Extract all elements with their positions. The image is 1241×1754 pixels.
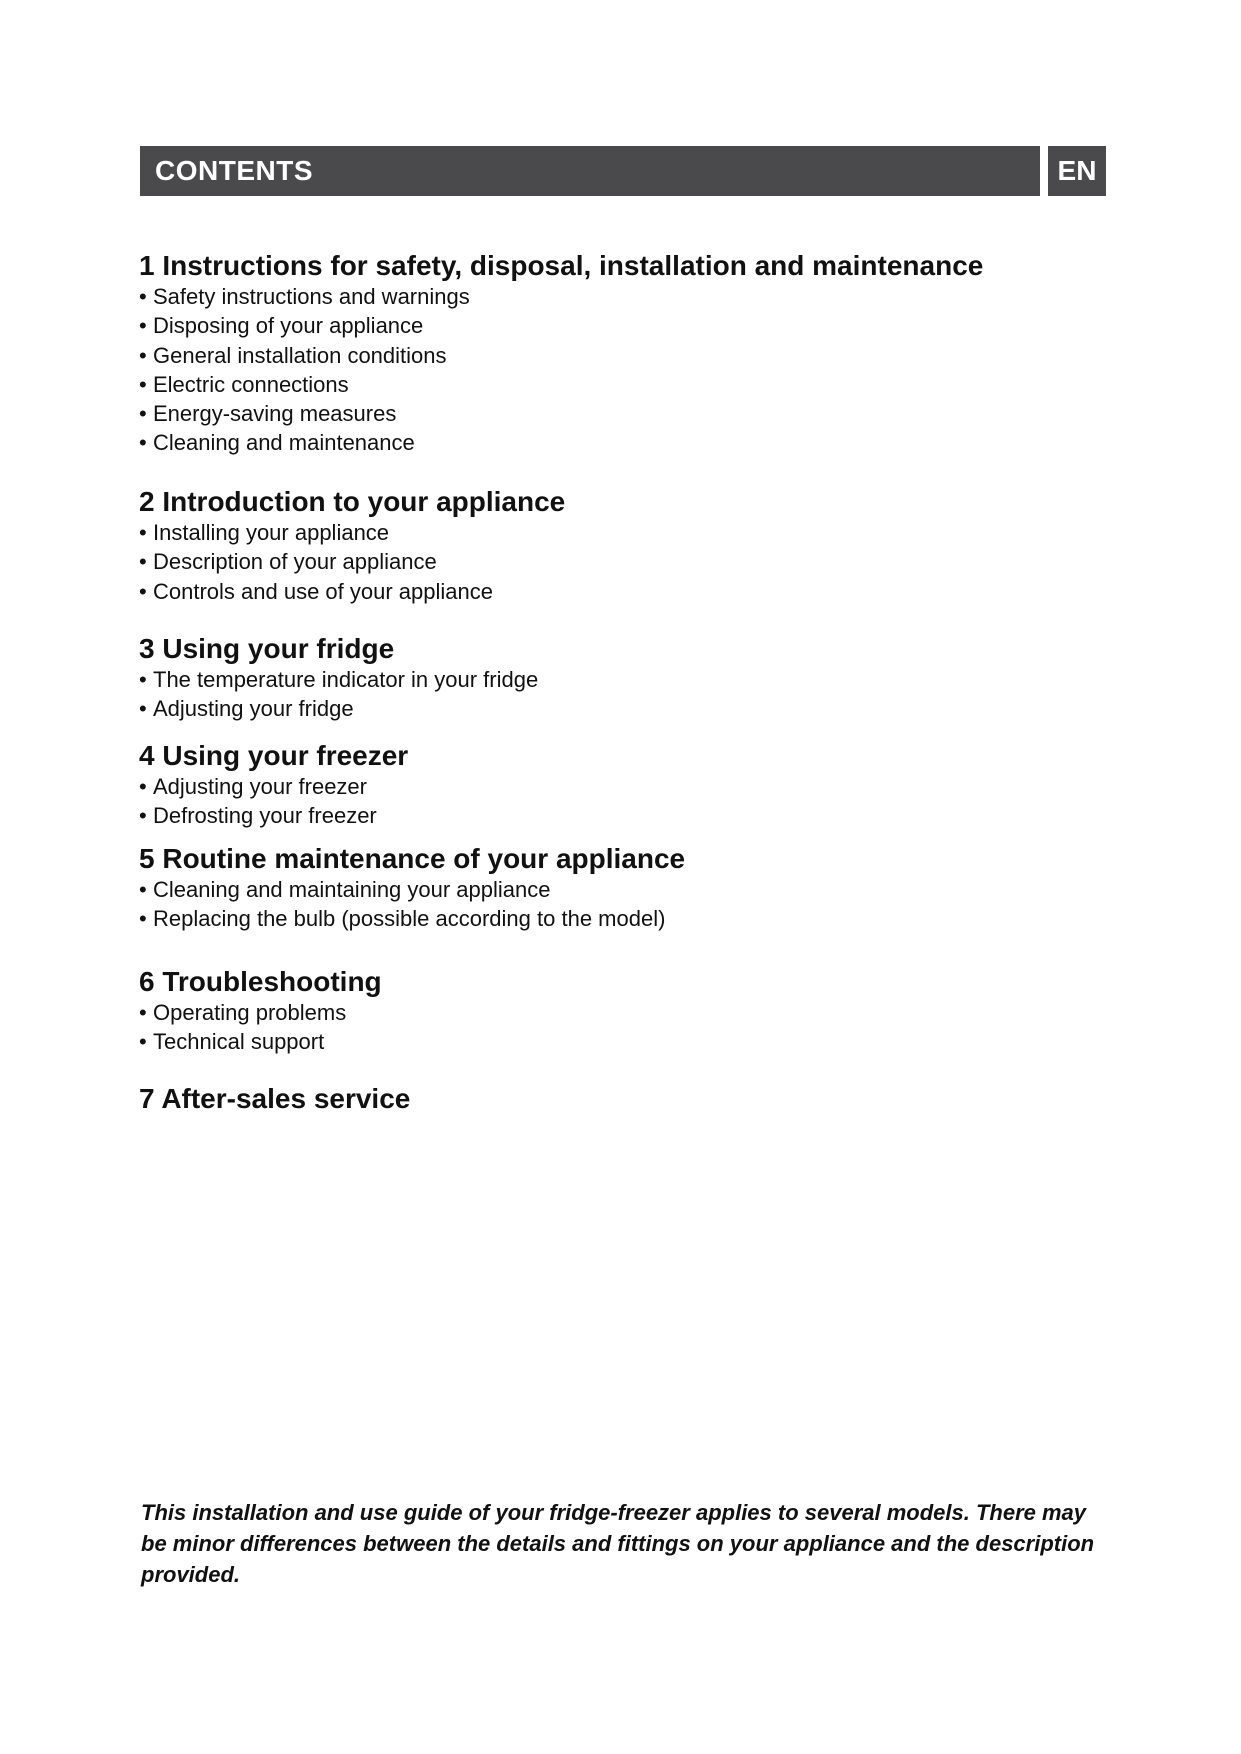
toc-section-6 (139, 966, 1139, 1057)
list-item[interactable]: • Description of your appliance (139, 549, 437, 575)
list-item[interactable]: • Defrosting your freezer (139, 803, 377, 829)
list-item[interactable]: • Cleaning and maintenance (139, 430, 415, 456)
toc-section-2 (139, 486, 1139, 606)
list-item[interactable]: • Controls and use of your appliance (139, 578, 493, 604)
list-item[interactable]: • Electric connections (139, 371, 349, 397)
section-title[interactable]: 7 After-sales service (139, 1083, 411, 1114)
section-title[interactable]: 1 Instructions for safety, disposal, installation and maintenance (139, 250, 984, 281)
list-item[interactable]: • Adjusting your fridge (139, 696, 354, 722)
list-item[interactable]: • Cleaning and maintaining your appliance (139, 877, 551, 902)
toc-section-7 (139, 1083, 1139, 1115)
section-title[interactable]: 6 Troubleshooting (139, 966, 382, 997)
list-item[interactable]: • Replacing the bulb (possible according to the model) (139, 906, 666, 932)
list-item[interactable]: • The temperature indicator in your fridge (139, 667, 539, 692)
section-title[interactable]: 4 Using your freezer (139, 740, 409, 771)
list-item[interactable]: • Safety instructions and warnings (139, 284, 470, 309)
list-item[interactable]: • Disposing of your appliance (139, 313, 424, 339)
section-title[interactable]: 5 Routine maintenance of your appliance (139, 843, 686, 874)
toc-section-1 (139, 250, 1139, 458)
section-title[interactable]: 3 Using your fridge (139, 633, 395, 664)
toc-section-3 (139, 633, 1139, 724)
language-badge: EN (1048, 146, 1106, 196)
list-item[interactable]: • Energy-saving measures (139, 401, 397, 427)
list-item[interactable]: • Adjusting your freezer (139, 774, 367, 799)
toc-section-5 (139, 843, 1139, 934)
list-item[interactable]: • Technical support (139, 1029, 325, 1055)
section-title[interactable]: 2 Introduction to your appliance (139, 486, 566, 517)
list-item[interactable]: • Operating problems (139, 1000, 347, 1025)
models-disclaimer-note: This installation and use guide of your fridge-freezer applies to several models. There may be minor differences between the details and fittings on your appliance and the description provided. (141, 1500, 1095, 1587)
contents-header: CONTENTS (140, 146, 1040, 196)
list-item[interactable]: • General installation conditions (139, 342, 447, 368)
toc-section-4 (139, 740, 1139, 831)
list-item[interactable]: • Installing your appliance (139, 520, 390, 545)
